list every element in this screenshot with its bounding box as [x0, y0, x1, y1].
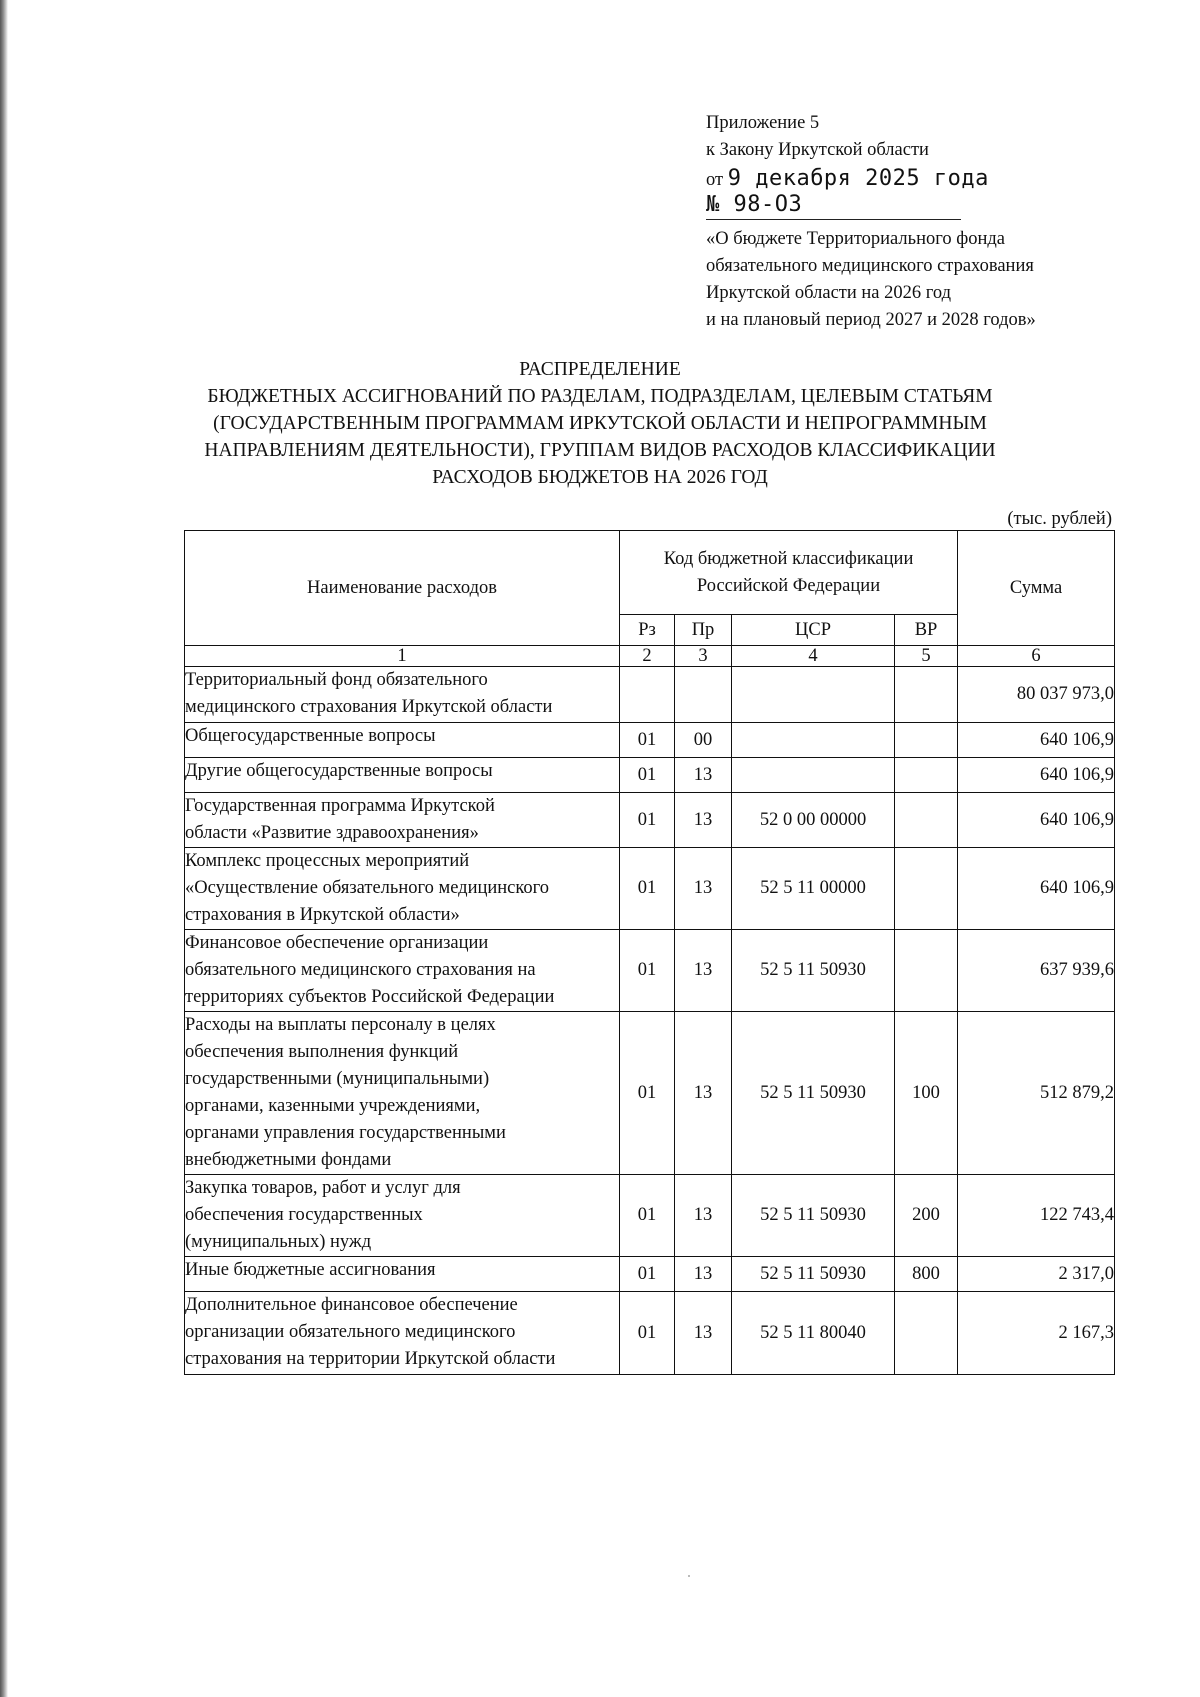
row-rz: 01 — [620, 723, 675, 758]
row-name-line: органами, казенными учреждениями, — [185, 1096, 481, 1116]
row-pr: 13 — [675, 1012, 732, 1175]
appendix-date — [706, 164, 1136, 193]
table-row — [185, 723, 1115, 758]
row-csr: 52 0 00 00000 — [732, 793, 895, 848]
row-name-line: страхования в Иркутской области» — [185, 905, 460, 925]
table-row — [185, 1012, 1115, 1175]
row-name-line: обязательного медицинского страхования на — [185, 960, 536, 980]
row-name-line: области «Развитие здравоохранения» — [185, 823, 479, 843]
table-row — [185, 848, 1115, 930]
row-name — [185, 1175, 620, 1257]
row-pr: 13 — [675, 930, 732, 1012]
row-sum: 640 106,9 — [958, 758, 1115, 793]
row-sum: 640 106,9 — [958, 848, 1115, 930]
row-pr: 00 — [675, 723, 732, 758]
row-name-line: территориях субъектов Российской Федерации — [185, 987, 555, 1007]
row-rz: 01 — [620, 1175, 675, 1257]
row-name-line: органами управления государственными — [185, 1123, 506, 1143]
row-sum: 640 106,9 — [958, 793, 1115, 848]
row-sum: 640 106,9 — [958, 723, 1115, 758]
row-name — [185, 1257, 620, 1292]
appendix-block — [706, 110, 1136, 334]
header-num-2: 2 — [620, 646, 675, 667]
row-rz: 01 — [620, 793, 675, 848]
row-name-line: «Осуществление обязательного медицинского — [185, 878, 550, 898]
header-vr: ВР — [895, 615, 958, 646]
row-name-line: Государственная программа Иркутской — [185, 796, 495, 816]
row-csr: 52 5 11 00000 — [732, 848, 895, 930]
row-pr: 13 — [675, 1175, 732, 1257]
row-name-line: Комплекс процессных мероприятий — [185, 851, 470, 871]
row-rz — [620, 667, 675, 723]
row-rz: 01 — [620, 758, 675, 793]
row-rz: 01 — [620, 1292, 675, 1375]
scan-speck — [688, 1575, 690, 1577]
row-name-line: организации обязательного медицинского — [185, 1322, 516, 1342]
header-sum: Сумма — [958, 531, 1115, 646]
header-code-line2: Российской Федерации — [696, 575, 881, 596]
row-csr: 52 5 11 80040 — [732, 1292, 895, 1375]
row-name — [185, 1292, 620, 1375]
row-sum: 2 167,3 — [958, 1292, 1115, 1375]
header-num-6: 6 — [958, 646, 1115, 667]
row-name-line: Иные бюджетные ассигнования — [185, 1260, 436, 1280]
row-vr — [895, 758, 958, 793]
row-name-line: обеспечения государственных — [185, 1205, 423, 1225]
row-vr — [895, 793, 958, 848]
row-name-line: внебюджетными фондами — [185, 1150, 392, 1170]
law-title-line1: «О бюджете Территориального фонда — [706, 229, 1006, 249]
row-vr: 800 — [895, 1257, 958, 1292]
units-label: (тыс. рублей) — [1007, 509, 1112, 529]
row-name — [185, 1012, 620, 1175]
law-number: № 98-ОЗ — [706, 193, 961, 220]
row-name — [185, 793, 620, 848]
table-row — [185, 1257, 1115, 1292]
row-name-line: Расходы на выплаты персоналу в целях — [185, 1015, 496, 1035]
row-name — [185, 848, 620, 930]
header-num-1: 1 — [185, 646, 620, 667]
row-pr: 13 — [675, 1292, 732, 1375]
row-csr — [732, 667, 895, 723]
row-vr — [895, 1292, 958, 1375]
title-line2: БЮДЖЕТНЫХ АССИГНОВАНИЙ ПО РАЗДЕЛАМ, ПОДРАЗДЕЛАМ, ЦЕЛЕВЫМ СТАТЬЯМ — [207, 386, 993, 407]
header-code — [620, 531, 958, 615]
table-row — [185, 667, 1115, 723]
header-name: Наименование расходов — [185, 531, 620, 646]
appendix-law-ref: к Закону Иркутской области — [706, 140, 929, 160]
row-csr: 52 5 11 50930 — [732, 1257, 895, 1292]
table-row — [185, 1292, 1115, 1375]
row-sum: 637 939,6 — [958, 930, 1115, 1012]
row-name-line: медицинского страхования Иркутской области — [185, 697, 553, 717]
row-name-line: Финансовое обеспечение организации — [185, 933, 489, 953]
row-pr: 13 — [675, 793, 732, 848]
row-sum: 80 037 973,0 — [958, 667, 1115, 723]
row-name-line: обеспечения выполнения функций — [185, 1042, 459, 1062]
row-pr: 13 — [675, 758, 732, 793]
row-vr — [895, 723, 958, 758]
header-num-5: 5 — [895, 646, 958, 667]
date-prefix: от — [706, 170, 724, 190]
row-name — [185, 758, 620, 793]
row-csr: 52 5 11 50930 — [732, 930, 895, 1012]
row-vr: 200 — [895, 1175, 958, 1257]
row-rz: 01 — [620, 930, 675, 1012]
header-num-4: 4 — [732, 646, 895, 667]
row-pr: 13 — [675, 1257, 732, 1292]
row-sum: 122 743,4 — [958, 1175, 1115, 1257]
row-name-line: Дополнительное финансовое обеспечение — [185, 1295, 518, 1315]
header-csr: ЦСР — [732, 615, 895, 646]
row-rz: 01 — [620, 1012, 675, 1175]
row-name-line: страхования на территории Иркутской области — [185, 1349, 556, 1369]
header-rz: Рз — [620, 615, 675, 646]
row-pr — [675, 667, 732, 723]
table-row — [185, 793, 1115, 848]
title-line5: РАСХОДОВ БЮДЖЕТОВ НА 2026 ГОД — [432, 467, 768, 488]
budget-table — [184, 530, 1115, 1375]
row-name-line: Другие общегосударственные вопросы — [185, 761, 493, 781]
title-line3: (ГОСУДАРСТВЕННЫМ ПРОГРАММАМ ИРКУТСКОЙ ОБЛАСТИ И НЕПРОГРАММНЫМ — [213, 413, 987, 434]
law-title-line3: Иркутской области на 2026 год — [706, 283, 952, 303]
title-line4: НАПРАВЛЕНИЯМ ДЕЯТЕЛЬНОСТИ), ГРУППАМ ВИДОВ РАСХОДОВ КЛАССИФИКАЦИИ — [204, 440, 996, 461]
appendix-number-line — [706, 193, 1136, 220]
appendix-title: Приложение 5 — [706, 113, 820, 133]
row-name-line: Общегосударственные вопросы — [185, 726, 436, 746]
row-sum: 2 317,0 — [958, 1257, 1115, 1292]
header-num-3: 3 — [675, 646, 732, 667]
header-pr: Пр — [675, 615, 732, 646]
row-vr — [895, 667, 958, 723]
row-name-line: государственными (муниципальными) — [185, 1069, 490, 1089]
title-line1: РАСПРЕДЕЛЕНИЕ — [519, 359, 681, 380]
row-name-line: (муниципальных) нужд — [185, 1232, 372, 1252]
header-code-line1: Код бюджетной классификации — [663, 548, 914, 569]
row-rz: 01 — [620, 848, 675, 930]
law-title-line4: и на плановый период 2027 и 2028 годов» — [706, 310, 1036, 330]
table-row — [185, 930, 1115, 1012]
row-name — [185, 667, 620, 723]
scan-left-edge — [0, 0, 8, 1697]
row-csr — [732, 723, 895, 758]
row-name-line: Территориальный фонд обязательного — [185, 670, 488, 690]
document-title — [150, 356, 1050, 491]
row-name-line: Закупка товаров, работ и услуг для — [185, 1178, 461, 1198]
row-csr: 52 5 11 50930 — [732, 1012, 895, 1175]
row-name — [185, 930, 620, 1012]
row-csr — [732, 758, 895, 793]
table-row — [185, 758, 1115, 793]
row-vr — [895, 848, 958, 930]
row-pr: 13 — [675, 848, 732, 930]
date-value: 9 декабря 2025 года — [727, 166, 989, 191]
budget-table-body — [185, 667, 1115, 1375]
row-vr — [895, 930, 958, 1012]
row-vr: 100 — [895, 1012, 958, 1175]
table-row — [185, 1175, 1115, 1257]
law-title-line2: обязательного медицинского страхования — [706, 256, 1034, 276]
row-csr: 52 5 11 50930 — [732, 1175, 895, 1257]
row-sum: 512 879,2 — [958, 1012, 1115, 1175]
row-rz: 01 — [620, 1257, 675, 1292]
row-name — [185, 723, 620, 758]
